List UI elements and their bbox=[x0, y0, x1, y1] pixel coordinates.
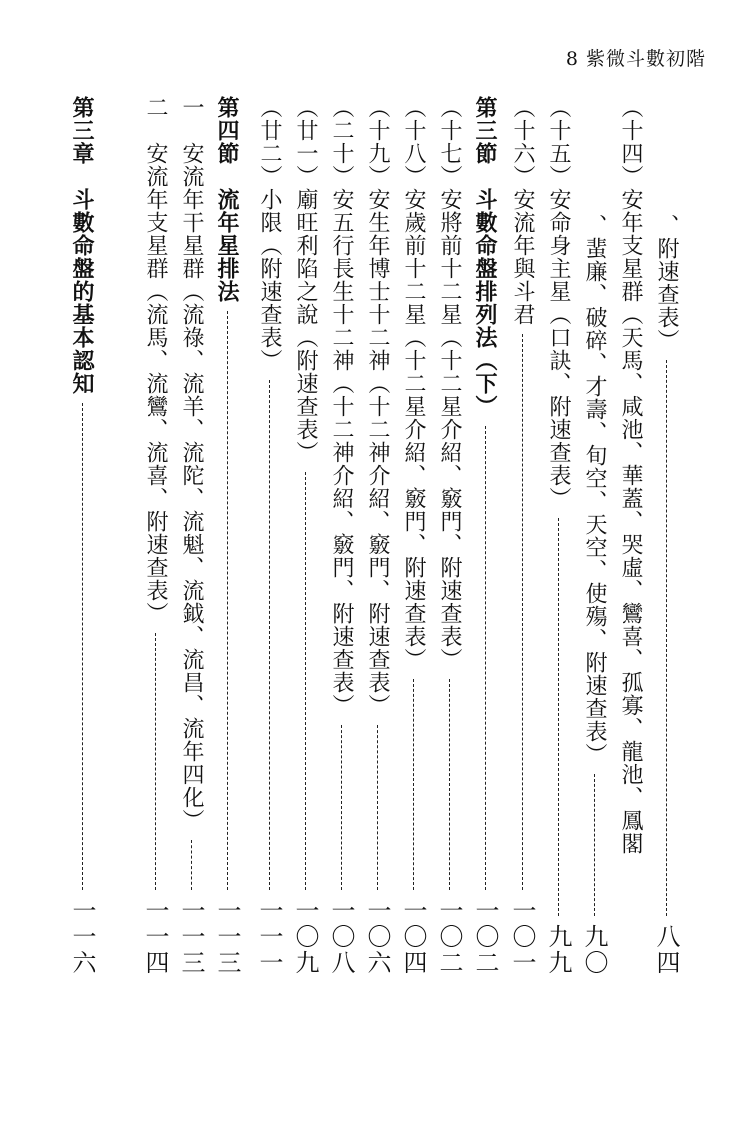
toc-page-number: 一一四 bbox=[141, 898, 169, 976]
toc-entry-title: （十八）安歲前十二星（十二星介紹、竅門、附速查表） bbox=[401, 96, 426, 671]
toc-entry bbox=[173, 96, 209, 976]
toc-page-number: 一〇二 bbox=[435, 898, 463, 976]
toc-entry-title: 第四節 流年星排法 bbox=[214, 96, 240, 303]
running-header: 8 紫微斗數初階 bbox=[565, 48, 706, 70]
dotted-leader-line bbox=[413, 679, 414, 890]
toc-entry bbox=[359, 96, 395, 976]
dotted-leader-line bbox=[341, 725, 342, 890]
dotted-leader-line bbox=[558, 518, 559, 916]
toc-page-number: 一一三 bbox=[177, 898, 205, 976]
toc-page-number: 一〇二 bbox=[471, 898, 499, 976]
toc-entry bbox=[467, 96, 503, 976]
dotted-leader-line bbox=[227, 311, 228, 890]
toc-entry bbox=[648, 96, 684, 976]
toc-entry-title: 二 安流年支星群（流馬、流鸞、流喜、附速查表） bbox=[143, 96, 168, 625]
toc-entry-title: 、附速查表） bbox=[654, 214, 679, 352]
dotted-leader-line bbox=[191, 840, 192, 890]
toc-entry bbox=[287, 96, 323, 976]
toc-page-number: 一一一 bbox=[255, 898, 283, 976]
toc-entry-title: 一 安流年干星群（流祿、流羊、流陀、流魁、流鉞、流昌、流年四化） bbox=[179, 96, 204, 832]
toc-entry bbox=[64, 96, 100, 976]
toc-entry bbox=[431, 96, 467, 976]
toc-entry-title: 、蜚廉、破碎、才壽、旬空、天空、使殤、附速查表） bbox=[582, 214, 607, 766]
toc-entry bbox=[540, 96, 576, 976]
toc-page-number: 八四 bbox=[652, 924, 680, 976]
toc-page-number: 一〇六 bbox=[363, 898, 391, 976]
toc-entry-title: （十七）安將前十二星（十二星介紹、竅門、附速查表） bbox=[437, 96, 462, 671]
dotted-leader-line bbox=[82, 403, 83, 890]
toc-entry bbox=[323, 96, 359, 976]
dotted-leader-line bbox=[485, 426, 486, 890]
toc-entry bbox=[209, 96, 245, 976]
toc-entry-title: （十四）安年支星群（天馬、咸池、華蓋、哭虛、鸞喜、孤寡、龍池、鳳閣 bbox=[618, 96, 643, 855]
dotted-leader-line bbox=[449, 679, 450, 890]
dotted-leader-line bbox=[594, 774, 595, 916]
toc-entry-title: （二十）安五行長生十二神（十二神介紹、竅門、附速查表） bbox=[329, 96, 354, 717]
toc-entry-title: （十六）安流年與斗君 bbox=[510, 96, 535, 326]
toc-page-number: 一一三 bbox=[213, 898, 241, 976]
toc-entry-title: 第三節 斗數命盤排列法（下） bbox=[472, 96, 498, 418]
toc-entry bbox=[576, 96, 612, 976]
toc-page-number: 九九 bbox=[544, 924, 572, 976]
toc-entry-title: （十九）安生年博士十二神（十二神介紹、竅門、附速查表） bbox=[365, 96, 390, 717]
toc-entry-title: 第三章 斗數命盤的基本認知 bbox=[69, 96, 95, 395]
toc-entry bbox=[612, 96, 648, 976]
toc-entry-title: （廿二）小限（附速查表） bbox=[257, 96, 282, 372]
toc-page-number: 一〇四 bbox=[399, 898, 427, 976]
dotted-leader-line bbox=[305, 472, 306, 890]
toc-entry bbox=[137, 96, 173, 976]
toc-entry-title: （十五）安命身主星（口訣、附速查表） bbox=[546, 96, 571, 510]
dotted-leader-line bbox=[155, 633, 156, 890]
toc-page-number: 一〇一 bbox=[508, 898, 536, 976]
dotted-leader-line bbox=[522, 334, 523, 890]
dotted-leader-line bbox=[666, 360, 667, 916]
toc-page-number: 一一六 bbox=[68, 898, 96, 976]
dotted-leader-line bbox=[377, 725, 378, 890]
toc-page-number: 九〇 bbox=[580, 924, 608, 976]
toc-page-number: 一〇八 bbox=[327, 898, 355, 976]
toc-entry bbox=[395, 96, 431, 976]
toc-entry bbox=[251, 96, 287, 976]
toc-entry-title: （廿一）廟旺利陷之說（附速查表） bbox=[293, 96, 318, 464]
dotted-leader-line bbox=[269, 380, 270, 890]
toc-page-number: 一〇九 bbox=[291, 898, 319, 976]
toc-entry bbox=[504, 96, 540, 976]
